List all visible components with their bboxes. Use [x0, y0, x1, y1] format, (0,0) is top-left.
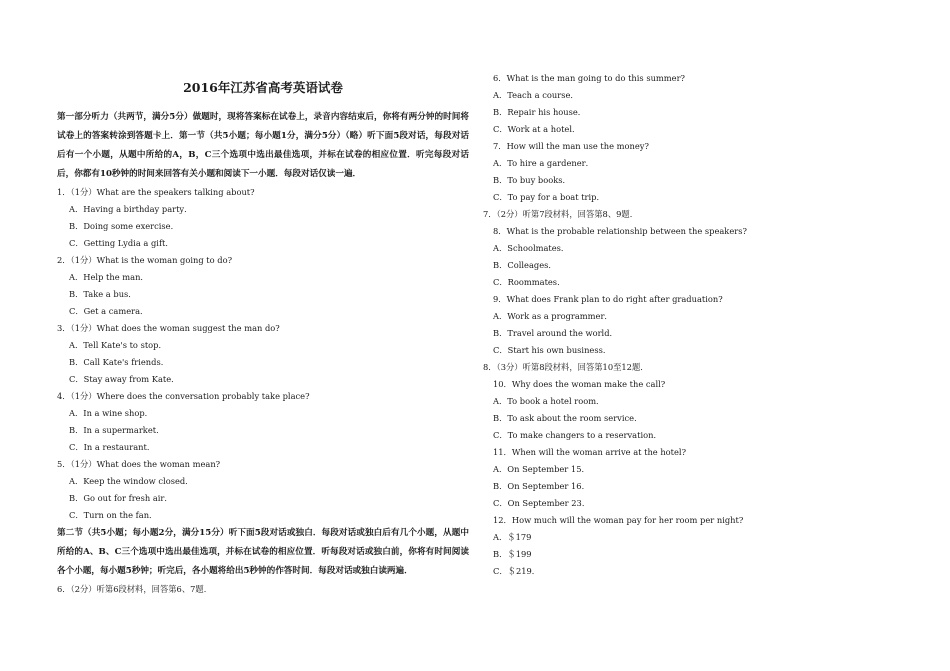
answer-option: A．Keep the window closed．: [69, 476, 194, 486]
answer-option: C．To make changers to a reservation．: [493, 430, 662, 440]
answer-option: A．Having a birthday party．: [69, 204, 193, 214]
answer-option: A．Work as a programmer．: [493, 311, 613, 321]
question-group: 7．（2分）听第7段材料，回答第8、9题．: [483, 209, 638, 219]
question-2: 2．（1分）What is the woman going to do?: [57, 255, 233, 265]
question-group: 8．（3分）听第8段材料，回答第10至12题．: [483, 362, 649, 372]
answer-option: C．To pay for a boat trip．: [493, 192, 605, 202]
question-list-right: [483, 70, 903, 580]
answer-option: A．On September 15．: [493, 464, 590, 474]
answer-option: A．Schoolmates．: [493, 243, 570, 253]
answer-option: A．To book a hotel room．: [493, 396, 605, 406]
question-5: 5．（1分）What does the woman mean?: [57, 459, 221, 469]
page-title: 2016年江苏省高考英语试卷: [183, 80, 343, 95]
answer-option: C．＄219．: [493, 566, 541, 576]
answer-option: C．Turn on the fan．: [69, 510, 158, 520]
sub-question: 7．How will the man use the money?: [493, 141, 649, 151]
answer-option: B．Colleages．: [493, 260, 557, 270]
answer-option: B．＄199: [493, 549, 532, 559]
answer-option: A．＄179: [493, 532, 532, 542]
part1-instructions: 第一部分听力（共两节，满分5分）做题时，现将答案标在试卷上，录音内容结束后，你将有两分钟的时间将试卷上的答案转涂到答题卡上．第一节（共5小题；每小题1分，满分5分）（略）听下面5段对话，每段对话后有一个小题，从题中所给的A，B，C三个选项中选出最佳选项，并标在试卷的相应位置．听完每段对话后，你都有10秒钟的时间来回答有关小题和阅读下一小题．每段对话仅读一遍．: [57, 112, 469, 179]
question-4: 4．（1分）Where does the conversation probably take place?: [57, 391, 310, 401]
answer-option: B．To ask about the room service．: [493, 413, 643, 423]
question-3: 3．（1分）What does the woman suggest the man do?: [57, 323, 280, 333]
answer-option: C．Start his own business．: [493, 345, 612, 355]
question-list-left: [57, 184, 469, 524]
answer-option: B．Doing some exercise．: [69, 221, 179, 231]
sub-question: 12．How much will the woman pay for her room per night?: [493, 515, 744, 525]
sub-question: 9．What does Frank plan to do right after graduation?: [493, 294, 723, 304]
answer-option: B．Repair his house．: [493, 107, 587, 117]
answer-option: C．On September 23．: [493, 498, 591, 508]
question-group-6: 6．（2分）听第6段材料，回答第6、7题．: [57, 584, 212, 594]
question-1: 1．（1分）What are the speakers talking about?: [57, 187, 255, 197]
answer-option: A．In a wine shop．: [69, 408, 153, 418]
left-column: [57, 70, 469, 598]
answer-option: C．Getting Lydia a gift．: [69, 238, 174, 248]
answer-option: B．To buy books．: [493, 175, 571, 185]
sub-question: 6．What is the man going to do this summer?: [493, 73, 685, 83]
sub-question: 10．Why does the woman make the call?: [493, 379, 666, 389]
answer-option: B．On September 16．: [493, 481, 590, 491]
answer-option: A．Tell Kate's to stop．: [69, 340, 167, 350]
right-column: [483, 70, 903, 580]
answer-option: C．In a restaurant．: [69, 442, 156, 452]
answer-option: B．Take a bus．: [69, 289, 137, 299]
answer-option: B．Go out for fresh air．: [69, 493, 173, 503]
answer-option: A．Help the man．: [69, 272, 149, 282]
sub-question: 8．What is the probable relationship between the speakers?: [493, 226, 747, 236]
answer-option: C．Roommates．: [493, 277, 566, 287]
answer-option: C．Work at a hotel．: [493, 124, 581, 134]
answer-option: B．In a supermarket．: [69, 425, 165, 435]
sub-question: 11．When will the woman arrive at the hotel?: [493, 447, 687, 457]
part2-instructions: 第二节（共5小题；每小题2分，满分15分）听下面5段对话或独白．每段对话或独白后有几个小题，从题中所给的A、B、C三个选项中选出最佳选项，并标在试卷的相应位置．听每段对话或独白前，你将有时间阅读各个小题，每小题5秒钟；听完后，各小题将给出5秒钟的作答时间．每段对话或独白读两遍．: [57, 528, 469, 576]
answer-option: B．Call Kate's friends．: [69, 357, 170, 367]
answer-option: B．Travel around the world．: [493, 328, 618, 338]
answer-option: C．Stay away from Kate．: [69, 374, 180, 384]
answer-option: A．Teach a course．: [493, 90, 579, 100]
answer-option: A．To hire a gardener．: [493, 158, 594, 168]
answer-option: C．Get a camera．: [69, 306, 149, 316]
